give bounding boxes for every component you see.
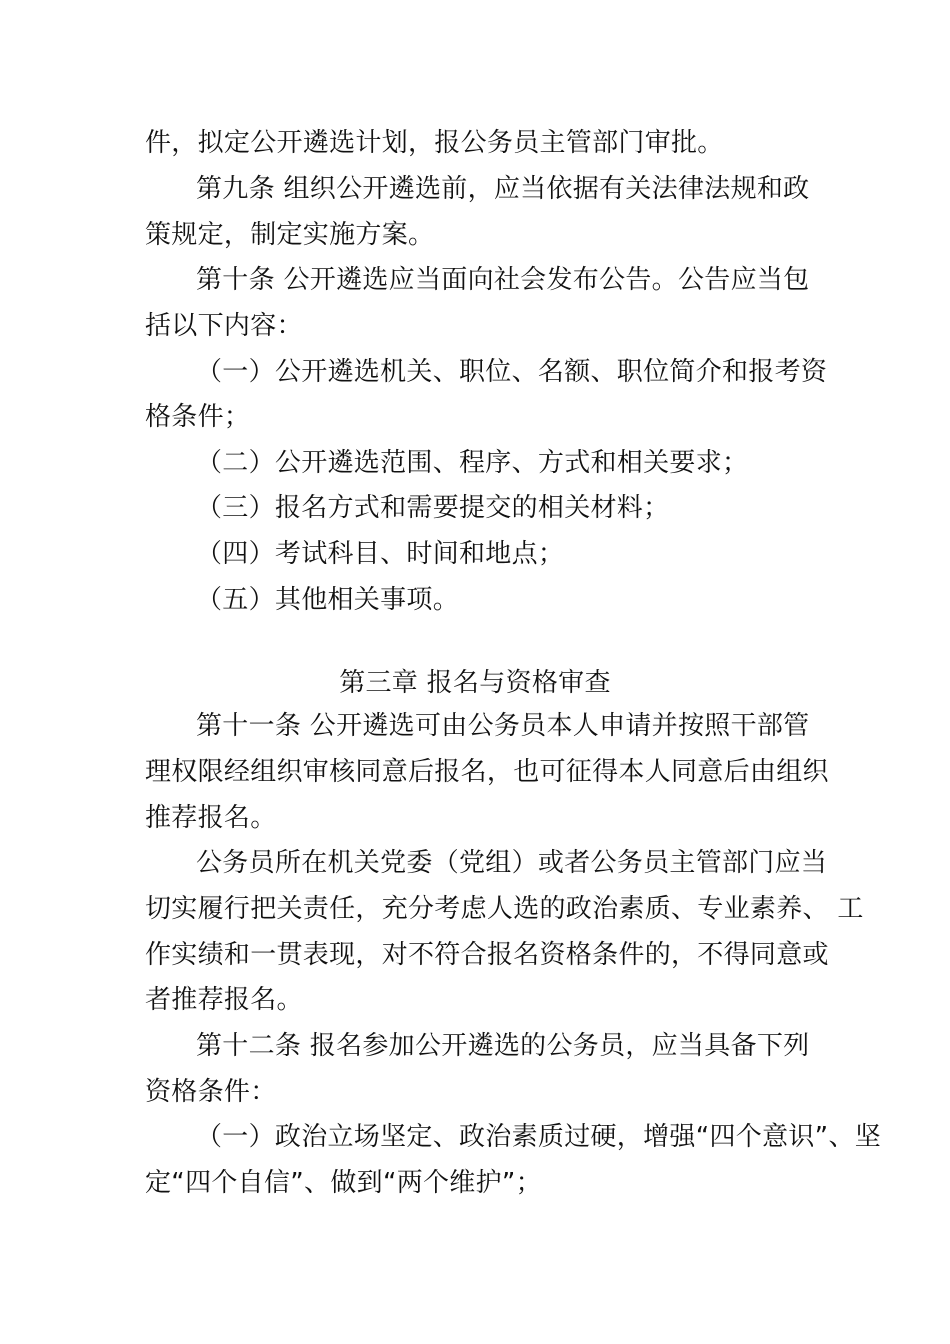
text-line: 策规定，制定实施方案。 <box>145 220 435 250</box>
text-line: 切实履行把关责任，充分考虑人选的政治素质、专业素养、 工 <box>145 894 864 924</box>
text-line: 资格条件： <box>145 1077 277 1107</box>
text-line: 件，拟定公开遴选计划，报公务员主管部门审批。 <box>145 128 724 158</box>
article-10-line: 第十条 公开遴选应当面向社会发布公告。公告应当包 <box>196 265 810 295</box>
list-item: （三）报名方式和需要提交的相关材料； <box>196 493 670 523</box>
text-line: 定“四个自信”、做到“两个维护”； <box>145 1168 542 1198</box>
text-line: 格条件； <box>145 402 251 432</box>
text-line: 者推荐报名。 <box>145 985 303 1015</box>
article-12-line: 第十二条 报名参加公开遴选的公务员，应当具备下列 <box>196 1031 810 1061</box>
list-item: （一）公开遴选机关、职位、名额、职位简介和报考资 <box>196 357 828 387</box>
list-item: （四）考试科目、时间和地点； <box>196 539 565 569</box>
list-item: （一）政治立场坚定、政治素质过硬，增强“四个意识”、坚 <box>196 1122 882 1152</box>
article-11-line: 第十一条 公开遴选可由公务员本人申请并按照干部管 <box>196 711 810 741</box>
text-line: 推荐报名。 <box>145 803 277 833</box>
list-item: （五）其他相关事项。 <box>196 585 460 615</box>
chapter-heading: 第三章 报名与资格审查 <box>339 668 611 698</box>
text-line: 作实绩和一贯表现，对不符合报名资格条件的，不得同意或 <box>145 940 829 970</box>
text-line: 公务员所在机关党委（党组）或者公务员主管部门应当 <box>196 848 828 878</box>
text-line: 括以下内容： <box>145 311 303 341</box>
list-item: （二）公开遴选范围、程序、方式和相关要求； <box>196 448 749 478</box>
article-9-line: 第九条 组织公开遴选前，应当依据有关法律法规和政 <box>196 174 810 204</box>
text-line: 理权限经组织审核同意后报名，也可征得本人同意后由组织 <box>145 757 829 787</box>
